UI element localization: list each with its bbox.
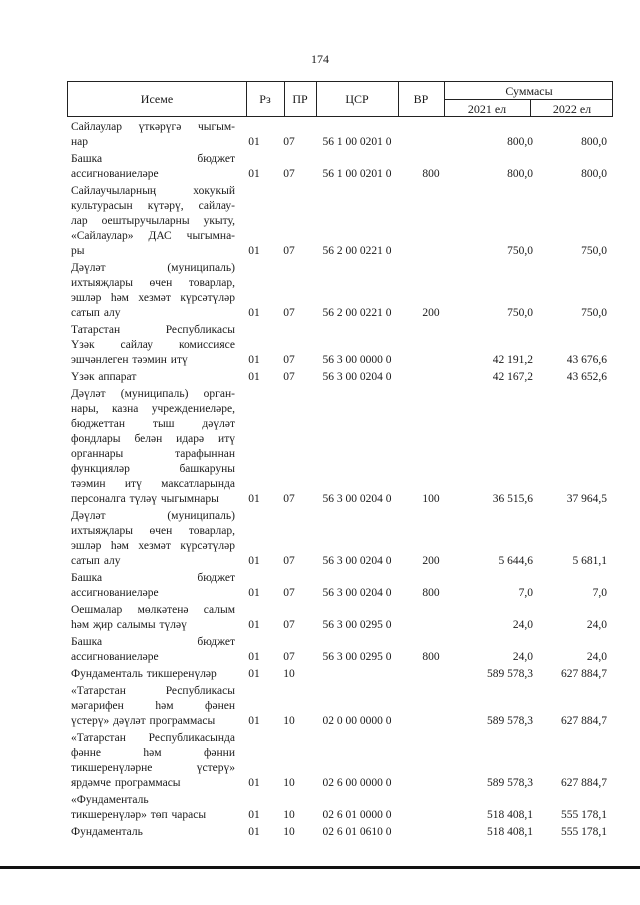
row-name-line: Татарстан Республикасы (71, 324, 235, 336)
row-name-line: сатып алу (71, 307, 121, 319)
row-name-line: Башка бюджет (71, 572, 235, 584)
header-vr: ВР (413, 92, 429, 106)
table-row (67, 731, 613, 791)
table-row (67, 323, 613, 368)
table-row (67, 387, 613, 507)
row-name (67, 603, 235, 633)
row-name-line: ассигнованиеләре (71, 168, 159, 180)
row-name-line: Дәүләт (муниципаль) орган- (71, 388, 235, 400)
row-pr: 07 (283, 136, 295, 148)
row-vr: 200 (422, 555, 440, 567)
row-name-line: лар оештыручыларны укыту, (71, 215, 235, 227)
row-sum-2021: 589 578,3 (487, 668, 533, 680)
row-name-line: Сайлаулар үткәрүгә чыгым- (71, 121, 235, 133)
row-name-line: тикшеренүләр» төп чарасы (71, 809, 207, 821)
row-name (67, 120, 235, 150)
row-sum-2021: 750,0 (507, 245, 533, 257)
header-year2: 2022 ел (552, 102, 592, 116)
row-pr: 10 (283, 826, 295, 838)
row-csr: 56 2 00 0221 0 (322, 245, 392, 257)
row-rz: 01 (248, 493, 260, 505)
row-sum-2022: 43 676,6 (566, 354, 607, 366)
row-sum-2021: 518 408,1 (487, 809, 533, 821)
row-sum-2022: 800,0 (581, 168, 607, 180)
row-name-line: ассигнованиеләре (71, 587, 159, 599)
row-name-line: тикшеренүләрне үстерү» (71, 762, 235, 774)
row-sum-2022: 24,0 (586, 651, 607, 663)
row-csr: 56 3 00 0295 0 (322, 651, 392, 663)
row-name (67, 323, 235, 368)
row-gap (67, 840, 613, 842)
row-pr: 10 (283, 715, 295, 727)
row-name-line: культурасын күтәрү, сайлау- (71, 200, 235, 212)
row-csr: 56 3 00 0204 0 (322, 493, 392, 505)
row-sum-2022: 800,0 (581, 136, 607, 148)
table-row (67, 603, 613, 633)
header-sums: Суммасы (505, 84, 553, 98)
row-rz: 01 (248, 668, 260, 680)
table-row (67, 370, 613, 385)
header-csr: ЦСР (345, 92, 369, 106)
row-rz: 01 (248, 651, 260, 663)
row-csr: 56 1 00 0201 0 (322, 168, 392, 180)
row-name (67, 667, 235, 682)
row-name (67, 793, 235, 823)
table-row (67, 825, 613, 840)
row-sum-2021: 42 167,2 (492, 371, 533, 383)
row-rz: 01 (248, 809, 260, 821)
row-sum-2021: 24,0 (512, 619, 533, 631)
row-csr: 02 6 01 0000 0 (322, 809, 392, 821)
row-sum-2021: 750,0 (507, 307, 533, 319)
row-name-line: һәм җир салымы түләү (71, 619, 187, 631)
row-sum-2021: 5 644,6 (498, 555, 533, 567)
row-rz: 01 (248, 826, 260, 838)
row-name-line: фәнне һәм фәнни (71, 747, 235, 759)
row-name-line: Үзәк сайлау комиссиясе (71, 339, 235, 351)
row-rz: 01 (248, 354, 260, 366)
row-sum-2022: 750,0 (581, 307, 607, 319)
row-name (67, 387, 235, 507)
row-name-line: мәгарифен һәм фәнен (71, 700, 235, 712)
row-name-line: Сайлаучыларның хокукый (71, 185, 235, 197)
header-sums-divider (444, 99, 612, 100)
row-name-line: тәэмин итү максатларында (71, 478, 235, 490)
row-name (67, 184, 235, 259)
row-sum-2022: 627 884,7 (561, 777, 607, 789)
row-name-line: ихтыяҗлары өчен товарлар, (71, 277, 235, 289)
row-pr: 07 (283, 371, 295, 383)
row-rz: 01 (248, 715, 260, 727)
table-row (67, 120, 613, 150)
row-csr: 56 1 00 0201 0 (322, 136, 392, 148)
row-name-line: ихтыяҗлары өчен товарлар, (71, 525, 235, 537)
row-name-line: нары, казна учреждениеләре, (71, 403, 235, 415)
row-name-line: эшләр һәм хезмәт күрсәтүләр (71, 292, 235, 304)
row-sum-2022: 43 652,6 (566, 371, 607, 383)
row-pr: 07 (283, 493, 295, 505)
row-sum-2021: 42 191,2 (492, 354, 533, 366)
row-name-line: эшләр һәм хезмәт күрсәтүләр (71, 540, 235, 552)
row-name-line: ассигнованиеләре (71, 651, 159, 663)
row-csr: 56 3 00 0000 0 (322, 354, 392, 366)
row-name-line: нар (71, 136, 89, 148)
row-csr: 56 3 00 0204 0 (322, 371, 392, 383)
row-name-line: Үзәк аппарат (71, 371, 137, 383)
row-sum-2021: 518 408,1 (487, 826, 533, 838)
page-bottom-border (0, 866, 640, 869)
row-sum-2022: 627 884,7 (561, 715, 607, 727)
row-name-line: «Фундаменталь (71, 794, 149, 806)
row-rz: 01 (248, 245, 260, 257)
row-vr: 200 (422, 307, 440, 319)
row-rz: 01 (248, 307, 260, 319)
row-rz: 01 (248, 555, 260, 567)
row-pr: 07 (283, 245, 295, 257)
row-vr: 100 (422, 493, 440, 505)
row-sum-2021: 24,0 (512, 651, 533, 663)
row-name-line: Фундаменталь тикшеренүләр (71, 668, 217, 680)
table-body (67, 120, 613, 842)
row-sum-2022: 555 178,1 (561, 826, 607, 838)
row-csr: 02 6 00 0000 0 (322, 777, 392, 789)
row-name-line: Башка бюджет (71, 636, 235, 648)
row-name-line: бюджеттан тыш дәүләт (71, 418, 235, 430)
table-row (67, 509, 613, 569)
row-rz: 01 (248, 777, 260, 789)
row-rz: 01 (248, 587, 260, 599)
row-vr: 800 (422, 168, 440, 180)
row-csr: 56 3 00 0204 0 (322, 555, 392, 567)
row-sum-2022: 555 178,1 (561, 809, 607, 821)
table-row (67, 793, 613, 823)
row-sum-2021: 589 578,3 (487, 715, 533, 727)
row-name-line: фондлары белән идарә итү (71, 433, 235, 445)
row-name-line: сатып алу (71, 555, 121, 567)
row-sum-2021: 589 578,3 (487, 777, 533, 789)
row-sum-2021: 800,0 (507, 136, 533, 148)
row-name (67, 635, 235, 665)
header-year1: 2021 ел (467, 102, 507, 116)
row-name-line: ры (71, 245, 85, 257)
row-name-line: персоналга түләү чыгымнары (71, 493, 219, 505)
row-pr: 07 (283, 619, 295, 631)
row-name (67, 684, 235, 729)
row-csr: 56 2 00 0221 0 (322, 307, 392, 319)
row-name-line: Дәүләт (муниципаль) (71, 510, 235, 522)
table-row (67, 261, 613, 321)
row-csr: 56 3 00 0295 0 (322, 619, 392, 631)
row-sum-2021: 800,0 (507, 168, 533, 180)
table-row (67, 635, 613, 665)
row-sum-2022: 24,0 (586, 619, 607, 631)
row-name (67, 370, 235, 385)
row-csr: 02 6 01 0610 0 (322, 826, 392, 838)
row-pr: 10 (283, 668, 295, 680)
row-pr: 07 (283, 307, 295, 319)
row-sum-2022: 5 681,1 (572, 555, 607, 567)
row-name-line: ярдәмче программасы (71, 777, 181, 789)
row-name (67, 509, 235, 569)
row-sum-2022: 627 884,7 (561, 668, 607, 680)
row-pr: 07 (283, 354, 295, 366)
header-pr: ПР (292, 92, 308, 106)
table-row (67, 184, 613, 259)
row-pr: 07 (283, 168, 295, 180)
row-name-line: эшчәнлеген тәэмин итү (71, 354, 188, 366)
row-name-line: «Татарстан Республикасында (71, 732, 235, 744)
header-name: Исеме (140, 92, 174, 106)
row-name-line: Оешмалар мөлкәтенә салым (71, 604, 235, 616)
row-name-line: Башка бюджет (71, 153, 235, 165)
header-rz: Рз (259, 92, 271, 106)
row-sum-2021: 36 515,6 (492, 493, 533, 505)
row-rz: 01 (248, 371, 260, 383)
row-name (67, 152, 235, 182)
row-name-line: функцияләр башкаруны (71, 463, 235, 475)
table-row (67, 152, 613, 182)
row-sum-2022: 37 964,5 (566, 493, 607, 505)
row-sum-2021: 7,0 (518, 587, 533, 599)
row-name-line: Фундаменталь (71, 826, 143, 838)
row-pr: 10 (283, 777, 295, 789)
row-rz: 01 (248, 619, 260, 631)
row-name-line: органнары тарафыннан (71, 448, 235, 460)
row-pr: 10 (283, 809, 295, 821)
row-name (67, 825, 235, 840)
row-name (67, 261, 235, 321)
table-row (67, 571, 613, 601)
row-rz: 01 (248, 136, 260, 148)
row-pr: 07 (283, 555, 295, 567)
row-sum-2022: 750,0 (581, 245, 607, 257)
row-name-line: Дәүләт (муниципаль) (71, 262, 235, 274)
row-name-line: үстерү» дәүләт программасы (71, 715, 216, 727)
row-rz: 01 (248, 168, 260, 180)
page-number: 174 (311, 52, 329, 66)
table-row (67, 684, 613, 729)
row-pr: 07 (283, 587, 295, 599)
row-pr: 07 (283, 651, 295, 663)
row-name-line: «Татарстан Республикасы (71, 685, 235, 697)
row-sum-2022: 7,0 (592, 587, 607, 599)
row-name (67, 731, 235, 791)
row-vr: 800 (422, 587, 440, 599)
row-name (67, 571, 235, 601)
table-row (67, 667, 613, 682)
row-vr: 800 (422, 651, 440, 663)
row-csr: 56 3 00 0204 0 (322, 587, 392, 599)
row-name-line: «Сайлаулар» ДАС чыгымна- (71, 230, 235, 242)
table-header (67, 81, 613, 117)
row-csr: 02 0 00 0000 0 (322, 715, 392, 727)
